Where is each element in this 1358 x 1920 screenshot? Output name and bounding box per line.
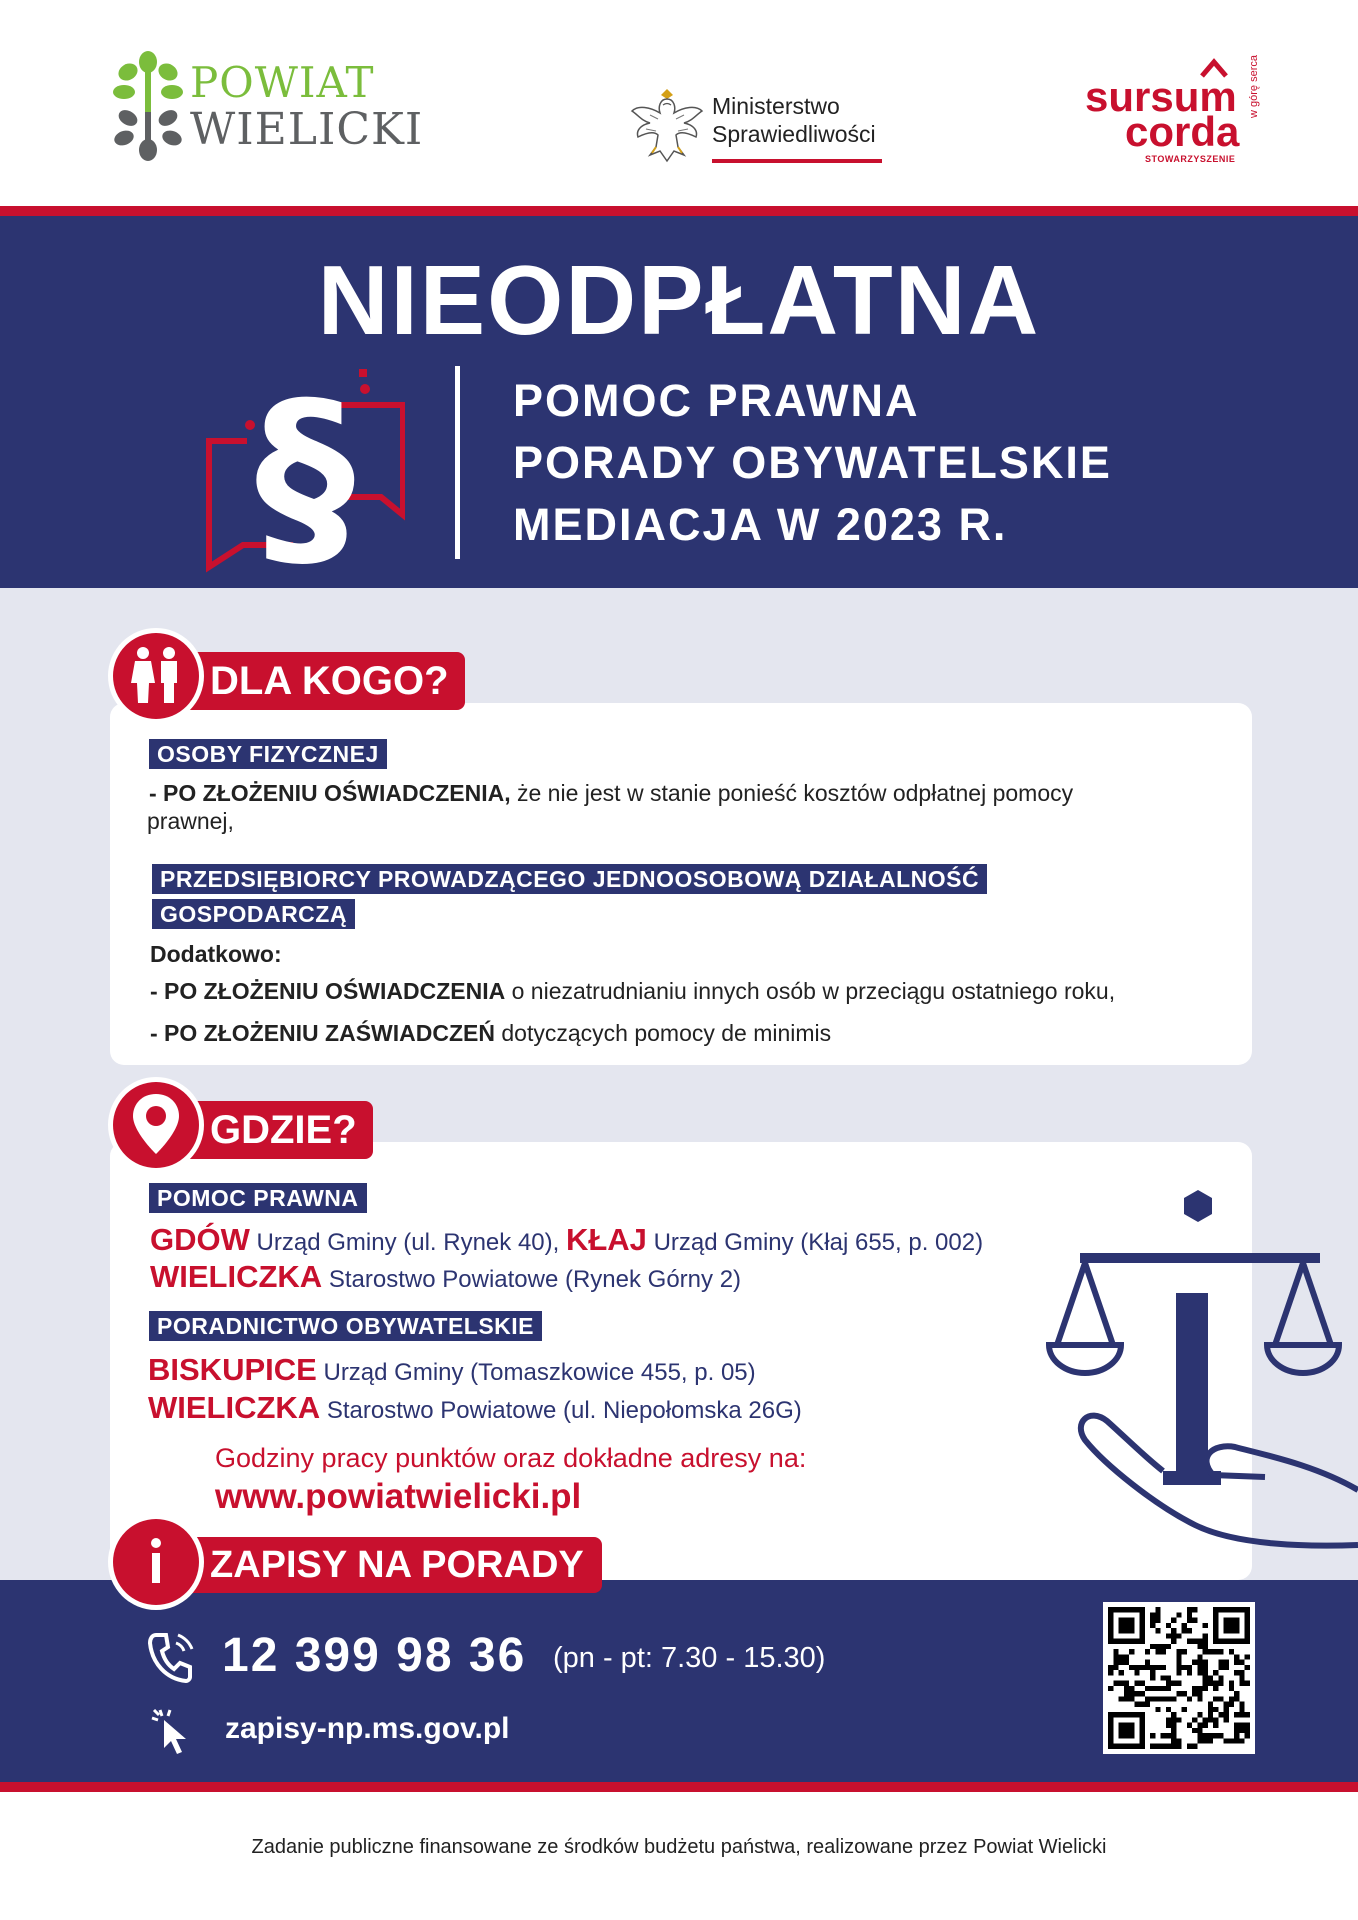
who-line3-rest: dotyczących pomocy de minimis xyxy=(494,1020,832,1046)
sursum-text: sursum xyxy=(1085,73,1237,120)
powiat-wielicki-logo xyxy=(110,50,430,170)
legal-location-row-2 xyxy=(150,1259,741,1295)
people-icon xyxy=(113,633,199,719)
phone-icon xyxy=(148,1631,194,1683)
tag-legal-aid: POMOC PRAWNA xyxy=(149,1183,367,1213)
hours-note: Godziny pracy punktów oraz dokładne adresy na: xyxy=(215,1443,807,1473)
sursum-corda-logo xyxy=(1080,55,1280,168)
people-icon-badge xyxy=(113,633,199,719)
scales-of-justice-hand-icon xyxy=(985,1185,1358,1590)
banner-title: NIEODPŁATNA xyxy=(317,245,1041,355)
addr-wieliczka-legal: Starostwo Powiatowe (Rynek Górny 2) xyxy=(322,1266,742,1293)
phone-hours: (pn - pt: 7.30 - 15.30) xyxy=(553,1642,826,1674)
who-line2 xyxy=(150,978,1115,1005)
where-heading: GDZIE? xyxy=(180,1101,373,1159)
powiat-name-line2: WIELICKI xyxy=(190,104,424,155)
who-line3 xyxy=(150,1020,831,1047)
tag-civic-advice: PORADNICTWO OBYWATELSKIE xyxy=(149,1311,542,1341)
additionally-label: Dodatkowo: xyxy=(150,941,282,967)
city-wieliczka-legal: WIELICZKA xyxy=(150,1259,323,1294)
ministry-name-line1: Ministerstwo xyxy=(712,93,840,119)
tree-logo-icon xyxy=(110,50,186,162)
civic-location-row-1 xyxy=(148,1352,756,1388)
banner-subtitle-legal-aid: POMOC PRAWNA xyxy=(513,375,920,426)
city-gdow: GDÓW xyxy=(150,1222,250,1257)
addr-wieliczka-civic: Starostwo Powiatowe (ul. Niepołomska 26G) xyxy=(320,1397,802,1424)
civic-location-row-2 xyxy=(148,1390,802,1426)
addr-biskupice: Urząd Gminy (Tomaszkowice 455, p. 05) xyxy=(316,1359,756,1386)
who-heading: DLA KOGO? xyxy=(180,652,465,710)
addr-gdow: Urząd Gminy (ul. Rynek 40), xyxy=(249,1229,566,1256)
bottom-red-stripe xyxy=(0,1782,1358,1792)
city-biskupice: BISKUPICE xyxy=(148,1352,317,1387)
tag-entrepreneur: PRZEDSIĘBIORCY PROWADZĄCEGO JEDNOOSOBOWĄ DZIAŁALNOŚĆ xyxy=(152,864,987,894)
who-line1-bold: - PO ZŁOŻENIU OŚWIADCZENIA, xyxy=(149,780,511,806)
banner-subtitle-mediation: MEDIACJA W 2023 R. xyxy=(513,499,1008,550)
signup-url[interactable]: zapisy-np.ms.gov.pl xyxy=(225,1712,510,1745)
powiat-name-line1: POWIAT xyxy=(190,58,375,107)
corda-text: corda xyxy=(1125,108,1240,155)
paragraph-speech-bubble-icon xyxy=(205,365,405,575)
phone-number[interactable]: 12 399 98 36 xyxy=(222,1629,527,1682)
info-icon xyxy=(113,1519,199,1605)
who-line3-bold: - PO ZŁOŻENIU ZAŚWIADCZEŃ xyxy=(150,1020,495,1046)
who-line2-bold: - PO ZŁOŻENIU OŚWIADCZENIA xyxy=(150,978,506,1004)
website-link[interactable]: www.powiatwielicki.pl xyxy=(215,1477,582,1516)
banner-subtitle-civic-advice: PORADY OBYWATELSKIE xyxy=(513,437,1112,488)
location-pin-icon xyxy=(113,1082,199,1168)
who-line1-cont: prawnej, xyxy=(147,808,234,834)
tag-natural-persons: OSOBY FIZYCZNEJ xyxy=(149,739,387,769)
footer-note: Zadanie publiczne finansowane ze środków budżetu państwa, realizowane przez Powiat Wielicki xyxy=(251,1836,1107,1858)
w-gore-serca-text: w górę serca xyxy=(1248,55,1260,118)
top-red-stripe xyxy=(0,206,1358,216)
tag-entrepreneur-cont: GOSPODARCZĄ xyxy=(152,899,355,929)
qr-code-icon[interactable] xyxy=(1103,1602,1255,1754)
signup-heading: ZAPISY NA PORADY xyxy=(180,1537,602,1593)
legal-location-row-1 xyxy=(150,1222,983,1258)
svg-text:§: § xyxy=(255,365,355,575)
city-wieliczka-civic: WIELICZKA xyxy=(148,1390,321,1425)
who-line1 xyxy=(149,780,1073,807)
location-icon-badge xyxy=(113,1082,199,1168)
city-klaj: KŁAJ xyxy=(565,1222,647,1257)
stowarzyszenie-text: STOWARZYSZENIE xyxy=(1145,154,1236,164)
ministry-name-line2: Sprawiedliwości xyxy=(712,121,876,147)
click-cursor-icon xyxy=(150,1708,196,1756)
banner-divider xyxy=(455,366,460,559)
ministry-logo xyxy=(630,85,890,175)
addr-klaj: Urząd Gminy (Kłaj 655, p. 002) xyxy=(646,1229,984,1256)
white-eagle-emblem-icon xyxy=(630,85,704,165)
who-line2-rest: o niezatrudnianiu innych osób w przeciągu ostatniego roku, xyxy=(505,978,1116,1004)
info-icon-badge xyxy=(113,1519,199,1605)
ministry-red-bar xyxy=(712,159,882,163)
who-line1-rest: że nie jest w stanie ponieść kosztów odpłatnej pomocy xyxy=(510,780,1074,806)
